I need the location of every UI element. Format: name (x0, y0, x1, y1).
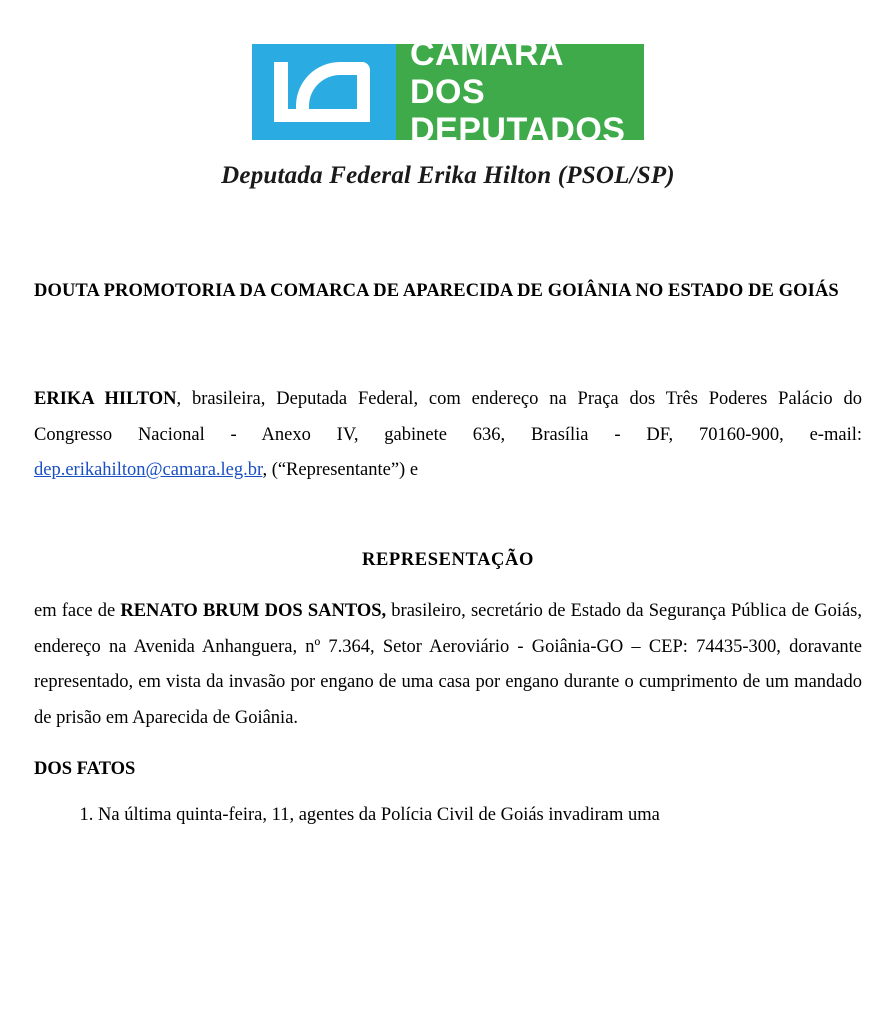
addressee-heading: DOUTA PROMOTORIA DA COMARCA DE APARECIDA DE GOIÂNIA NO ESTADO DE GOIÁS (34, 281, 839, 301)
logo-line-2: DEPUTADOS (410, 111, 626, 149)
email-link[interactable]: dep.erikahilton@camara.leg.br (34, 460, 263, 481)
letterhead (34, 0, 862, 190)
document-title: REPRESENTAÇÃO (362, 549, 534, 570)
logo-line-1: CÂMARA DOS (410, 35, 563, 111)
representative-name: ERIKA HILTON (34, 389, 177, 410)
spacer (34, 489, 862, 543)
representative-paragraph (34, 382, 862, 489)
deputy-name-line: Deputada Federal Erika Hilton (PSOL/SP) (221, 162, 675, 189)
list-item: 1. Na última quinta-feira, 11, agentes da Polícia Civil de Goiás invadiram uma (98, 798, 862, 833)
chamber-emblem-icon (252, 44, 396, 140)
spacer (34, 308, 862, 382)
emblem-base-bar (274, 109, 370, 122)
logo-wordmark (396, 35, 644, 149)
document-body (34, 274, 862, 833)
emblem-arc (296, 62, 370, 112)
against-lead: em face de (34, 601, 121, 622)
spacer (34, 736, 862, 752)
facts-list (34, 798, 862, 833)
representative-tail: , (“Representante”) e (262, 460, 419, 481)
camara-dos-deputados-logo (252, 35, 644, 149)
spacer (34, 578, 862, 594)
against-paragraph (34, 594, 862, 736)
represented-name: RENATO BRUM DOS SANTOS, (120, 601, 387, 622)
against-details: brasileiro, secretário de Estado da Segurança Pública de Goiás, endereço na Avenida Anhanguera, nº 7.364, Setor Aeroviário - Goiânia-GO – CEP: 74435-300, doravante representado, em vista da invasão por engano de uma casa por engano durante o cumprimento de um mandado de prisão em Aparecida de Goiânia. (34, 601, 862, 728)
representative-details: , brasileira, Deputada Federal, com endereço na Praça dos Três Poderes Palácio do Congresso Nacional - Anexo IV, gabinete 636, Brasília - DF, 70160-900, e-mail: (34, 389, 862, 445)
facts-section-heading: DOS FATOS (34, 759, 136, 780)
